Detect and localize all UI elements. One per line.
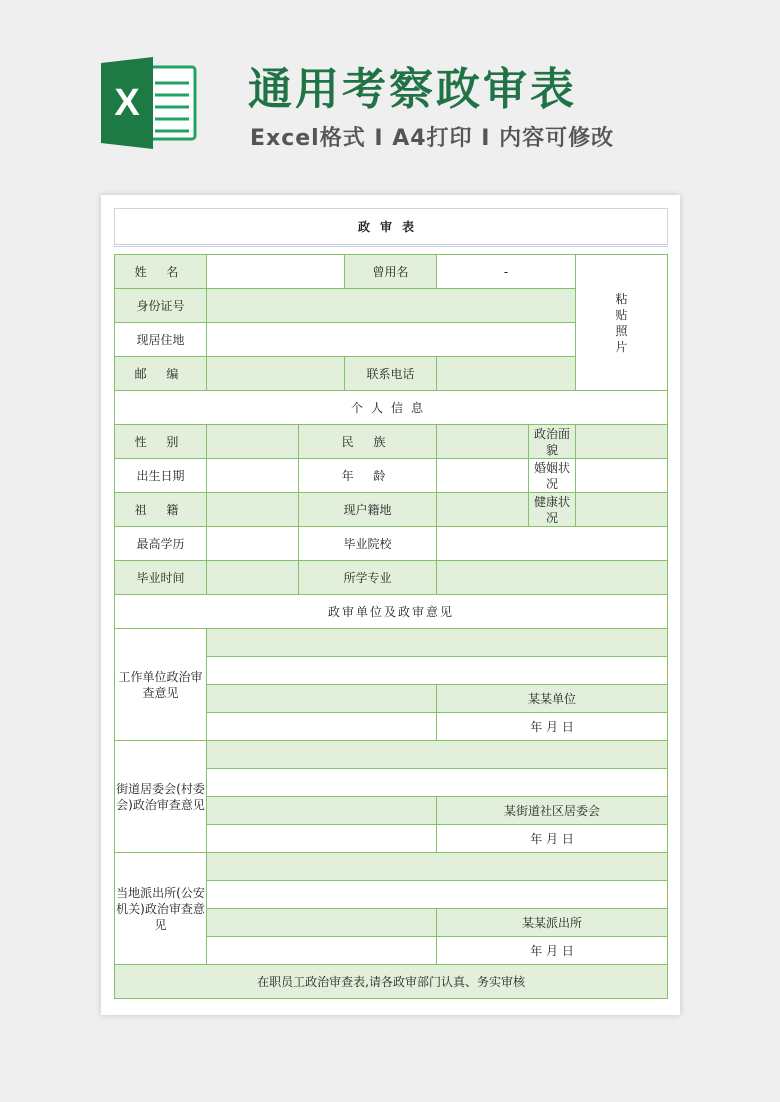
police-review-label: 当地派出所(公安机关)政治审查意见 [115, 853, 207, 965]
form-title: 政审表 [115, 209, 668, 246]
marital-status-label: 婚姻状况 [529, 459, 576, 493]
phone-field[interactable] [437, 357, 576, 391]
graduation-time-label: 毕业时间 [115, 561, 207, 595]
work-unit-name: 某某单位 [437, 685, 668, 713]
age-field[interactable] [437, 459, 529, 493]
page-subtitle: Excel格式 I A4打印 I 内容可修改 [250, 126, 615, 151]
work-unit-review-label: 工作单位政治审查意见 [115, 629, 207, 741]
photo-area[interactable] [576, 255, 668, 391]
id-number-label: 身份证号 [115, 289, 207, 323]
graduation-time-field[interactable] [207, 561, 299, 595]
page-header [0, 0, 780, 190]
education-label: 最高学历 [115, 527, 207, 561]
review-form-table [114, 208, 668, 999]
native-place-label: 祖 籍 [115, 493, 207, 527]
footer-note: 在职员工政治审查表,请各政审部门认真、务实审核 [115, 965, 668, 999]
work-unit-review-line[interactable] [207, 629, 668, 657]
birth-date-label: 出生日期 [115, 459, 207, 493]
police-review-line[interactable] [207, 881, 668, 909]
work-unit-date[interactable]: 年 月 日 [437, 713, 668, 741]
committee-date[interactable]: 年 月 日 [437, 825, 668, 853]
title-spacer [115, 246, 668, 255]
hukou-field[interactable] [437, 493, 529, 527]
work-unit-review-line[interactable] [207, 713, 437, 741]
photo-char: 贴 [615, 307, 628, 322]
school-field[interactable] [437, 527, 668, 561]
gender-label: 性 别 [115, 425, 207, 459]
phone-label: 联系电话 [345, 357, 437, 391]
excel-icon-letter: X [114, 82, 140, 124]
name-field[interactable] [207, 255, 345, 289]
ethnicity-field[interactable] [437, 425, 529, 459]
health-label: 健康状况 [529, 493, 576, 527]
age-label: 年 龄 [299, 459, 437, 493]
committee-name: 某街道社区居委会 [437, 797, 668, 825]
police-review-line[interactable] [207, 937, 437, 965]
id-number-field[interactable] [207, 289, 576, 323]
political-status-field[interactable] [576, 425, 668, 459]
former-name-field[interactable]: - [437, 255, 576, 289]
committee-review-line[interactable] [207, 741, 668, 769]
gender-field[interactable] [207, 425, 299, 459]
form-sheet [101, 195, 680, 1015]
major-label: 所学专业 [299, 561, 437, 595]
page-title: 通用考察政审表 [248, 64, 577, 115]
committee-review-line[interactable] [207, 769, 668, 797]
postcode-field[interactable] [207, 357, 345, 391]
political-status-label: 政治面貌 [529, 425, 576, 459]
health-field[interactable] [576, 493, 668, 527]
work-unit-review-line[interactable] [207, 685, 437, 713]
name-label: 姓 名 [115, 255, 207, 289]
committee-review-line[interactable] [207, 825, 437, 853]
school-label: 毕业院校 [299, 527, 437, 561]
review-section-header: 政审单位及政审意见 [115, 595, 668, 629]
postcode-label: 邮 编 [115, 357, 207, 391]
police-review-line[interactable] [207, 853, 668, 881]
birth-date-field[interactable] [207, 459, 299, 493]
police-station-name: 某某派出所 [437, 909, 668, 937]
education-field[interactable] [207, 527, 299, 561]
address-label: 现居住地 [115, 323, 207, 357]
work-unit-review-line[interactable] [207, 657, 668, 685]
personal-info-header: 个人信息 [115, 391, 668, 425]
major-field[interactable] [437, 561, 668, 595]
hukou-label: 现户籍地 [299, 493, 437, 527]
marital-status-field[interactable] [576, 459, 668, 493]
photo-char: 照 [615, 323, 628, 338]
former-name-label: 曾用名 [345, 255, 437, 289]
photo-char: 粘 [615, 291, 628, 306]
address-field[interactable] [207, 323, 576, 357]
native-place-field[interactable] [207, 493, 299, 527]
police-review-line[interactable] [207, 909, 437, 937]
police-date[interactable]: 年 月 日 [437, 937, 668, 965]
committee-review-line[interactable] [207, 797, 437, 825]
committee-review-label: 街道居委会(村委会)政治审查意见 [115, 741, 207, 853]
excel-icon [101, 57, 197, 149]
ethnicity-label: 民 族 [299, 425, 437, 459]
photo-char: 片 [615, 339, 628, 354]
